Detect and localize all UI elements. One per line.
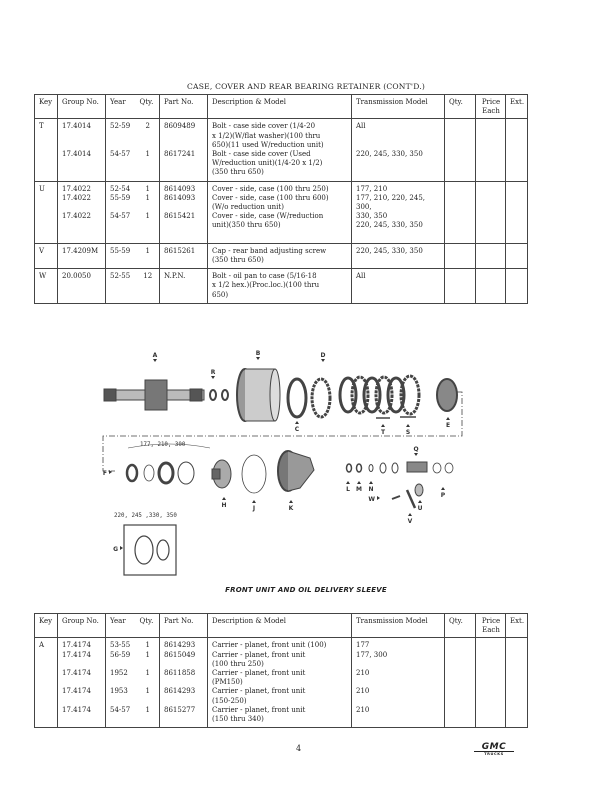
item-group: 17.4014: [62, 122, 91, 131]
item-transmission-line: 210: [356, 669, 370, 677]
column-header: Year: [106, 95, 136, 119]
callout-label-r: R: [210, 369, 216, 376]
item-qty: 1: [145, 641, 150, 650]
item-transmission-line: 220, 245, 330, 350: [356, 246, 423, 255]
item-year: 52-54: [110, 184, 131, 193]
cell-order-qty: [445, 181, 476, 243]
item-transmission-line: 177: [356, 641, 370, 650]
item-description-line: Cover - side, case (100 thru 600): [212, 193, 329, 202]
shaft-illustration: [103, 369, 462, 575]
item-group: 17.4174: [62, 641, 91, 650]
item-transmission-line: 177, 210, 220, 245, 300,: [356, 193, 426, 212]
cell-group-no: [58, 638, 106, 728]
item-description-line: (350 thru 650): [212, 256, 264, 265]
table-row: [35, 181, 528, 243]
cell-year: [106, 638, 136, 728]
item-year: 52-55: [110, 272, 131, 281]
cell-description: [208, 638, 352, 728]
callout-arrow-icon: [377, 496, 380, 500]
cell-price-each: [476, 638, 506, 728]
item-year: 54-57: [110, 149, 131, 158]
item-description-line: (150-250): [212, 696, 247, 705]
column-header: Year: [106, 614, 136, 638]
cell-qty: [136, 243, 160, 268]
callout-label-u: U: [417, 505, 423, 512]
callout-arrow-icon: [256, 357, 260, 360]
callout-label-q: Q: [413, 446, 419, 453]
cell-price-each: [476, 181, 506, 243]
callout-label-m: M: [356, 486, 362, 493]
item-group: 17.4022: [62, 193, 91, 202]
item-group: 17.4022: [62, 212, 91, 221]
cell-ext: [506, 181, 528, 243]
key-letter: U: [39, 184, 45, 193]
item-year: 1953: [110, 687, 128, 696]
callout-label-w: W: [368, 496, 375, 503]
item-description-line: unit)(350 thru 650): [212, 221, 281, 230]
table-row: [35, 119, 528, 181]
item-part: 8614293: [164, 641, 196, 650]
cell-qty: [136, 638, 160, 728]
cell-group-no: [58, 269, 106, 304]
cell-description: [208, 181, 352, 243]
page-number: 4: [296, 744, 302, 753]
callout-label-l: L: [346, 486, 350, 493]
column-header: Ext.: [506, 614, 528, 638]
item-description-line: Cap - rear band adjusting screw: [212, 246, 327, 255]
callout-label-t: T: [380, 429, 386, 436]
column-header: Price Each: [476, 95, 506, 119]
section-title-top: CASE, COVER AND REAR BEARING RETAINER (CONT'D.): [187, 82, 425, 91]
cell-order-qty: [445, 243, 476, 268]
cell-part-no: [160, 638, 208, 728]
table-row: [35, 269, 528, 304]
table-row: [35, 243, 528, 268]
cell-year: [106, 269, 136, 304]
cell-year: [106, 181, 136, 243]
item-transmission-line: 330, 350: [356, 212, 388, 221]
item-part: 8617241: [164, 149, 196, 158]
column-header: Description & Model: [208, 614, 352, 638]
column-header: Transmission Model: [352, 614, 445, 638]
item-description-line: Bolt - oil pan to case (5/16-18: [212, 272, 317, 281]
callout-arrow-icon: [252, 500, 256, 503]
item-qty: 2: [145, 122, 150, 131]
callout-label-g: G: [113, 546, 118, 553]
cell-transmission-model: [352, 243, 445, 268]
cell-group-no: [58, 243, 106, 268]
cell-order-qty: [445, 269, 476, 304]
column-header: Price Each: [476, 614, 506, 638]
item-transmission-line: 220, 245, 330, 350: [356, 149, 423, 158]
callout-label-f: F: [102, 470, 107, 477]
cell-part-no: [160, 269, 208, 304]
cell-transmission-model: [352, 269, 445, 304]
callout-arrow-icon: [418, 500, 422, 503]
column-header: Qty.: [136, 95, 160, 119]
cell-description: [208, 119, 352, 181]
item-transmission-line: 177, 210: [356, 184, 388, 193]
item-description-line: Cover - side, case (W/reduction: [212, 212, 324, 221]
logo-subtext: TRUCKS: [484, 752, 504, 756]
cell-key: [35, 181, 58, 243]
item-transmission-line: All: [356, 272, 366, 281]
item-qty: 1: [145, 193, 150, 202]
model-note-front: 177, 210, 300: [140, 442, 186, 448]
cell-year: [106, 119, 136, 181]
callout-arrow-icon: [406, 424, 410, 427]
item-part: 8615049: [164, 650, 196, 659]
item-description-line: x 1/2)(W/flat washer)(100 thru: [212, 131, 321, 140]
item-group: 17.4174: [62, 705, 91, 714]
key-letter: A: [39, 641, 45, 650]
item-group: 17.4174: [62, 687, 91, 696]
item-description-line: (150 thru 340): [212, 715, 264, 724]
callout-arrow-icon: [446, 417, 450, 420]
cell-year: [106, 243, 136, 268]
callout-arrow-icon: [222, 497, 226, 500]
cell-ext: [506, 119, 528, 181]
item-qty: 1: [145, 149, 150, 158]
item-qty: 1: [145, 669, 150, 677]
callout-arrow-icon: [381, 424, 385, 427]
callout-arrow-icon: [369, 481, 373, 484]
cell-key: [35, 119, 58, 181]
callout-label-n: N: [368, 486, 374, 493]
item-transmission-line: 210: [356, 705, 370, 714]
item-qty: 1: [145, 705, 150, 714]
column-header: Key: [35, 614, 58, 638]
callout-arrow-icon: [295, 421, 299, 424]
item-description-line: (W/o reduction unit): [212, 203, 284, 212]
item-description-line: (PM150): [212, 678, 243, 687]
key-letter: V: [39, 246, 45, 255]
item-part: 8611858: [164, 669, 196, 677]
header-row: [35, 614, 528, 638]
callout-label-e: E: [445, 422, 451, 429]
cell-description: [208, 243, 352, 268]
parts-table-top: [34, 94, 528, 304]
item-description-line: Carrier - planet, front unit: [212, 705, 306, 714]
cell-qty: [136, 119, 160, 181]
callout-label-a: A: [152, 352, 158, 359]
cell-group-no: [58, 119, 106, 181]
cell-transmission-model: [352, 638, 445, 728]
key-letter: T: [39, 122, 44, 131]
item-description-line: Cover - side, case (100 thru 250): [212, 184, 329, 193]
item-description-line: 650)(11 used W/reduction unit): [212, 140, 324, 149]
callout-arrow-icon: [408, 513, 412, 516]
cell-price-each: [476, 119, 506, 181]
cell-part-no: [160, 243, 208, 268]
item-description-line: Carrier - planet, front unit: [212, 687, 306, 696]
item-year: 52-59: [110, 122, 131, 131]
item-description-line: W/reduction unit)(1/4-20 x 1/2): [212, 159, 323, 168]
item-description-line: Bolt - case side cover (Used: [212, 150, 311, 159]
callout-arrow-icon: [346, 481, 350, 484]
item-description-line: x 1/2 hex.)(Proc.loc.)(100 thru: [212, 281, 320, 290]
header-row: [35, 95, 528, 119]
item-part: 8609489: [164, 122, 196, 131]
callout-label-c: C: [294, 426, 300, 433]
callout-label-d: D: [320, 352, 326, 359]
column-header: Qty.: [445, 95, 476, 119]
callout-arrow-icon: [357, 481, 361, 484]
cell-ext: [506, 269, 528, 304]
item-description-line: (100 thru 250): [212, 659, 264, 668]
item-part: 8615261: [164, 246, 196, 255]
item-part: 8614093: [164, 193, 196, 202]
callout-arrow-icon: [120, 546, 123, 550]
cell-ext: [506, 638, 528, 728]
key-letter: W: [39, 272, 47, 281]
table-row: [35, 638, 528, 728]
item-description-line: (350 thru 650): [212, 168, 264, 177]
callout-label-j: J: [252, 505, 256, 512]
callout-label-s: S: [405, 429, 411, 436]
item-qty: 1: [145, 650, 150, 659]
item-group: 17.4174: [62, 650, 91, 659]
cell-qty: [136, 269, 160, 304]
item-group: 17.4014: [62, 149, 91, 158]
cell-price-each: [476, 243, 506, 268]
item-year: 56-59: [110, 650, 131, 659]
callout-label-h: H: [221, 502, 227, 509]
item-qty: 1: [145, 687, 150, 696]
item-transmission-line: 177, 300: [356, 650, 388, 659]
item-transmission-line: 210: [356, 687, 370, 696]
parts-table-bottom: [34, 613, 528, 728]
item-transmission-line: All: [356, 122, 366, 131]
logo-text: GMC: [474, 743, 514, 752]
item-qty: 1: [145, 246, 150, 255]
cell-part-no: [160, 119, 208, 181]
exploded-parts-diagram: [0, 340, 612, 585]
item-description-line: Carrier - planet, front unit: [212, 669, 306, 678]
gmc-trucks-logo: [474, 743, 514, 756]
cell-ext: [506, 243, 528, 268]
item-group: 17.4022: [62, 184, 91, 193]
item-transmission-line: 220, 245, 330, 350: [356, 221, 423, 230]
column-header: Group No.: [58, 95, 106, 119]
section-title-bottom: FRONT UNIT AND OIL DELIVERY SLEEVE: [225, 586, 387, 594]
model-note-box: 220, 245 ,330, 350: [114, 513, 177, 519]
column-header: Part No.: [160, 614, 208, 638]
cell-price-each: [476, 269, 506, 304]
cell-part-no: [160, 181, 208, 243]
item-year: 1952: [110, 669, 128, 677]
item-qty: 12: [143, 272, 153, 281]
cell-qty: [136, 181, 160, 243]
cell-key: [35, 269, 58, 304]
item-description-line: Carrier - planet, front unit: [212, 650, 306, 659]
cell-group-no: [58, 181, 106, 243]
cell-order-qty: [445, 119, 476, 181]
item-year: 54-57: [110, 705, 131, 714]
cell-key: [35, 638, 58, 728]
column-header: Description & Model: [208, 95, 352, 119]
item-part: 8614293: [164, 687, 196, 696]
item-group: 20.0050: [62, 272, 91, 281]
cell-transmission-model: [352, 119, 445, 181]
item-part: 8615277: [164, 705, 196, 714]
item-description-line: Carrier - planet, front unit (100): [212, 641, 327, 650]
callout-arrow-icon: [211, 376, 215, 379]
item-year: 53-55: [110, 641, 131, 650]
item-part: 8615421: [164, 212, 196, 221]
item-part: 8614093: [164, 184, 196, 193]
callout-arrow-icon: [321, 359, 325, 362]
callout-label-b: B: [255, 350, 261, 357]
item-year: 55-59: [110, 193, 131, 202]
column-header: Group No.: [58, 614, 106, 638]
item-description-line: Bolt - case side cover (1/4-20: [212, 122, 316, 131]
column-header: Qty.: [445, 614, 476, 638]
column-header: Key: [35, 95, 58, 119]
column-header: Ext.: [506, 95, 528, 119]
callout-label-p: P: [440, 492, 446, 499]
callout-label-v: V: [407, 518, 413, 525]
column-header: Part No.: [160, 95, 208, 119]
item-group: 17.4209M: [62, 246, 99, 255]
item-description-line: 650): [212, 290, 229, 299]
cell-description: [208, 269, 352, 304]
callout-label-k: K: [288, 505, 294, 512]
item-year: 54-57: [110, 212, 131, 221]
callout-arrow-icon: [441, 487, 445, 490]
callout-arrow-icon: [289, 500, 293, 503]
item-group: 17.4174: [62, 669, 91, 677]
callout-arrow-icon: [414, 453, 418, 456]
item-qty: 1: [145, 212, 150, 221]
item-part: N.P.N.: [164, 272, 186, 281]
item-year: 55-59: [110, 246, 131, 255]
column-header: Transmission Model: [352, 95, 445, 119]
item-qty: 1: [145, 184, 150, 193]
callout-arrow-icon: [153, 359, 157, 362]
cell-transmission-model: [352, 181, 445, 243]
cell-order-qty: [445, 638, 476, 728]
cell-key: [35, 243, 58, 268]
column-header: Qty.: [136, 614, 160, 638]
